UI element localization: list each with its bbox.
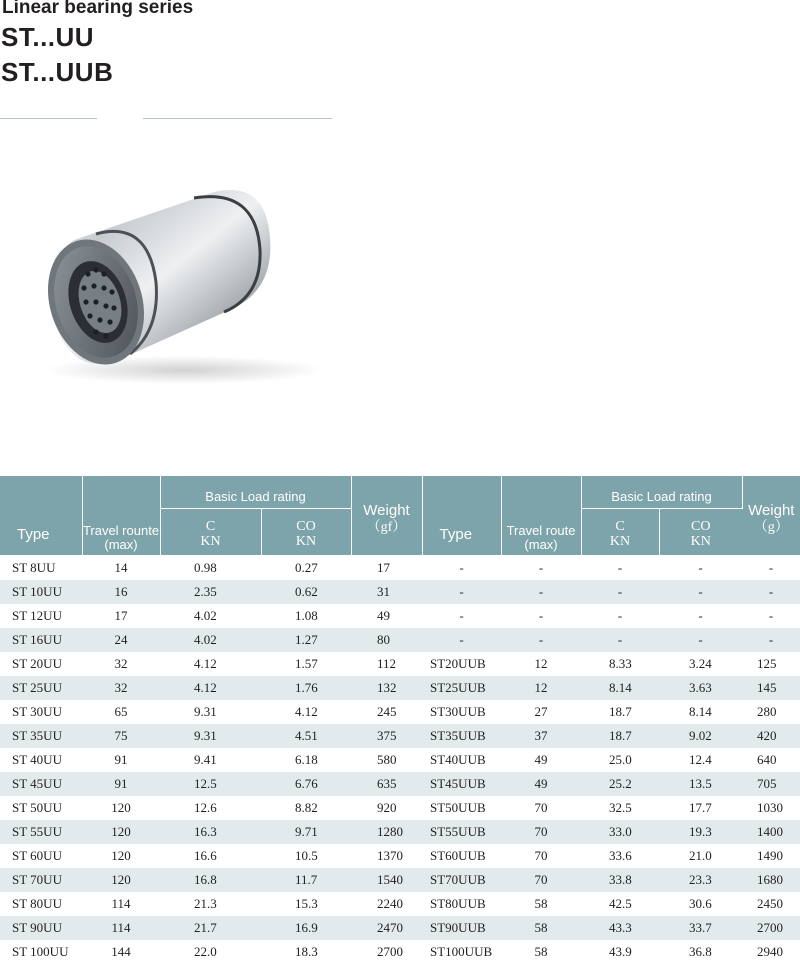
cell-type: ST 16UU bbox=[0, 628, 82, 652]
cell-weight-uub: 1400 bbox=[742, 820, 800, 844]
table-row bbox=[0, 580, 800, 604]
cell-weight: 245 bbox=[377, 703, 397, 719]
cell-type: ST 12UU bbox=[12, 607, 62, 623]
cell-travel: 120 bbox=[82, 868, 160, 892]
cell-co-uub: 12.4 bbox=[689, 751, 712, 767]
cell-c: 12.6 bbox=[194, 799, 217, 815]
cell-type: ST 55UU bbox=[0, 820, 82, 844]
cell-c-uub: 8.33 bbox=[609, 655, 632, 671]
cell-travel-uub: 70 bbox=[501, 820, 581, 844]
cell-weight: 375 bbox=[351, 724, 422, 748]
divider-left bbox=[0, 118, 97, 119]
cell-weight: 31 bbox=[351, 580, 422, 604]
cell-type: ST 100UU bbox=[12, 943, 69, 959]
linear-bearing-image bbox=[34, 178, 334, 388]
table-row bbox=[0, 604, 800, 628]
table-row bbox=[0, 652, 800, 676]
cell-c-uub: - bbox=[581, 628, 659, 652]
cell-c-uub: 33.0 bbox=[581, 820, 659, 844]
cell-co: 1.08 bbox=[295, 607, 318, 623]
cell-type-uub: ST100UUB bbox=[430, 943, 493, 959]
cell-co-uub: 9.02 bbox=[659, 724, 742, 748]
cell-co: 6.18 bbox=[295, 751, 318, 767]
cell-co-uub: 36.8 bbox=[689, 943, 712, 959]
cell-travel-uub: 70 bbox=[534, 847, 548, 863]
table-row bbox=[0, 820, 800, 844]
cell-travel-uub: - bbox=[538, 607, 544, 623]
cell-type: ST 50UU bbox=[12, 799, 62, 815]
cell-type: ST 25UU bbox=[0, 676, 82, 700]
cell-type: ST 80UU bbox=[12, 895, 62, 911]
series-title: Linear bearing series bbox=[2, 0, 194, 18]
cell-c: 4.02 bbox=[194, 607, 217, 623]
cell-type-uub: ST45UUB bbox=[422, 772, 501, 796]
cell-travel-uub: 70 bbox=[534, 799, 548, 815]
cell-co: 4.12 bbox=[295, 703, 318, 719]
cell-c: 16.3 bbox=[160, 820, 261, 844]
cell-weight-uub: 2700 bbox=[742, 916, 800, 940]
cell-c-uub: - bbox=[617, 559, 623, 575]
model-title-uub: ST...UUB bbox=[1, 57, 114, 87]
cell-c: 4.12 bbox=[194, 655, 217, 671]
cell-weight-uub: - bbox=[768, 559, 774, 575]
cell-type-uub: ST50UUB bbox=[430, 799, 486, 815]
cell-type-uub: - bbox=[459, 607, 464, 623]
cell-travel: 16 bbox=[82, 580, 160, 604]
cell-co-uub: - bbox=[698, 607, 703, 623]
cell-co-uub: 17.7 bbox=[689, 799, 712, 815]
cell-co: 0.27 bbox=[295, 559, 318, 575]
cell-co: 16.9 bbox=[261, 916, 351, 940]
cell-weight: 80 bbox=[351, 628, 422, 652]
cell-weight-uub: 2450 bbox=[757, 895, 784, 911]
cell-type: ST 30UU bbox=[12, 703, 62, 719]
cell-c-uub: 33.8 bbox=[581, 868, 659, 892]
cell-co: 18.3 bbox=[295, 943, 318, 959]
cell-travel: 91 bbox=[82, 772, 160, 796]
model-title-uu: ST...UU bbox=[1, 22, 95, 52]
cell-type-uub: ST20UUB bbox=[430, 655, 486, 671]
cell-co: 8.82 bbox=[295, 799, 318, 815]
cell-travel: 91 bbox=[114, 751, 128, 767]
cell-travel-uub: 70 bbox=[501, 868, 581, 892]
cell-c: 16.8 bbox=[160, 868, 261, 892]
table-row bbox=[0, 700, 800, 724]
cell-weight: 2470 bbox=[351, 916, 422, 940]
cell-c: 12.5 bbox=[160, 772, 261, 796]
cell-type-uub: ST60UUB bbox=[430, 847, 486, 863]
cell-co-uub: 3.24 bbox=[689, 655, 712, 671]
cell-type: ST 40UU bbox=[12, 751, 62, 767]
cell-co-uub: 21.0 bbox=[689, 847, 712, 863]
cell-weight-uub: 1030 bbox=[757, 799, 784, 815]
cell-travel-uub: 37 bbox=[501, 724, 581, 748]
cell-co-uub: 33.7 bbox=[659, 916, 742, 940]
cell-type-uub: - bbox=[459, 559, 464, 575]
table-row bbox=[0, 796, 800, 820]
cell-weight-uub: - bbox=[768, 607, 774, 623]
cell-co: 10.5 bbox=[295, 847, 318, 863]
cell-type-uub: ST40UUB bbox=[430, 751, 486, 767]
cell-co: 1.27 bbox=[261, 628, 351, 652]
cell-c-uub: - bbox=[581, 580, 659, 604]
cell-type: ST 8UU bbox=[12, 559, 56, 575]
cell-co-uub: 23.3 bbox=[659, 868, 742, 892]
cell-travel: 114 bbox=[111, 895, 131, 911]
cell-type: ST 45UU bbox=[0, 772, 82, 796]
header-weight: Weight （gf） bbox=[351, 476, 422, 555]
cell-weight: 635 bbox=[351, 772, 422, 796]
cell-travel: 114 bbox=[82, 916, 160, 940]
table-row bbox=[0, 772, 800, 796]
header-c-kn-uub: C KN bbox=[581, 508, 659, 555]
header-type: Type bbox=[0, 476, 82, 555]
cell-travel-uub: 58 bbox=[534, 895, 548, 911]
cell-travel: 75 bbox=[82, 724, 160, 748]
cell-type-uub: ST55UUB bbox=[422, 820, 501, 844]
cell-co: 15.3 bbox=[295, 895, 318, 911]
header-co-kn-uub: CO KN bbox=[659, 508, 742, 555]
cell-c-uub: 18.7 bbox=[609, 703, 632, 719]
table-row bbox=[0, 868, 800, 892]
cell-co: 0.62 bbox=[261, 580, 351, 604]
cell-weight-uub: 125 bbox=[757, 655, 777, 671]
cell-travel-uub: - bbox=[501, 628, 581, 652]
cell-co-uub: - bbox=[659, 628, 742, 652]
cell-type: ST 90UU bbox=[0, 916, 82, 940]
cell-type-uub: ST30UUB bbox=[430, 703, 486, 719]
cell-c: 21.7 bbox=[160, 916, 261, 940]
cell-travel-uub: 49 bbox=[534, 751, 548, 767]
cell-weight-uub: 640 bbox=[757, 751, 777, 767]
header-weight-uub: Weight （g） bbox=[742, 476, 800, 555]
cell-weight-uub: - bbox=[742, 628, 800, 652]
header-basic-load-rating: Basic Load rating bbox=[160, 476, 351, 508]
cell-travel-uub: 58 bbox=[534, 943, 548, 959]
cell-weight-uub: 705 bbox=[742, 772, 800, 796]
cell-co-uub: 3.63 bbox=[659, 676, 742, 700]
cell-co-uub: 8.14 bbox=[689, 703, 712, 719]
cell-co-uub: 19.3 bbox=[659, 820, 742, 844]
cell-co-uub: 30.6 bbox=[689, 895, 712, 911]
cell-c: 9.31 bbox=[160, 724, 261, 748]
cell-c-uub: 25.2 bbox=[581, 772, 659, 796]
cell-weight: 2700 bbox=[377, 943, 404, 959]
cell-travel: 120 bbox=[111, 799, 131, 815]
cell-travel: 120 bbox=[82, 820, 160, 844]
table-row bbox=[0, 844, 800, 868]
cell-weight: 49 bbox=[377, 607, 391, 623]
cell-weight-uub: 1490 bbox=[757, 847, 784, 863]
cell-travel-uub: 49 bbox=[501, 772, 581, 796]
cell-type: ST 60UU bbox=[12, 847, 62, 863]
cell-c: 4.02 bbox=[160, 628, 261, 652]
cell-travel: 32 bbox=[82, 676, 160, 700]
cell-c-uub: 25.0 bbox=[609, 751, 632, 767]
divider-right bbox=[143, 118, 332, 119]
cell-co-uub: - bbox=[698, 559, 703, 575]
spec-table-container bbox=[0, 476, 800, 964]
cell-type-uub: ST80UUB bbox=[430, 895, 486, 911]
cell-c: 21.3 bbox=[194, 895, 217, 911]
cell-co: 4.51 bbox=[261, 724, 351, 748]
header-basic-load-rating-uub: Basic Load rating bbox=[581, 476, 742, 508]
cell-weight: 580 bbox=[377, 751, 397, 767]
cell-weight: 1540 bbox=[351, 868, 422, 892]
cell-type-uub: ST35UUB bbox=[422, 724, 501, 748]
spec-table-body bbox=[0, 555, 800, 964]
cell-weight-uub: 1680 bbox=[742, 868, 800, 892]
cell-c: 16.6 bbox=[194, 847, 217, 863]
cell-co: 1.76 bbox=[261, 676, 351, 700]
cell-travel: 14 bbox=[114, 559, 128, 575]
cell-weight: 2240 bbox=[377, 895, 404, 911]
cell-weight: 112 bbox=[377, 655, 397, 671]
table-row bbox=[0, 892, 800, 916]
cell-co: 11.7 bbox=[261, 868, 351, 892]
bearing-spec-table bbox=[0, 476, 800, 964]
cell-c-uub: 8.14 bbox=[581, 676, 659, 700]
cell-type: ST 70UU bbox=[0, 868, 82, 892]
cell-c-uub: 43.9 bbox=[609, 943, 632, 959]
cell-c: 4.12 bbox=[160, 676, 261, 700]
cell-weight-uub: 420 bbox=[742, 724, 800, 748]
cell-weight: 132 bbox=[351, 676, 422, 700]
table-row bbox=[0, 628, 800, 652]
cell-c: 9.31 bbox=[194, 703, 217, 719]
table-row bbox=[0, 555, 800, 580]
cell-c-uub: 18.7 bbox=[581, 724, 659, 748]
cell-type: ST 20UU bbox=[12, 655, 62, 671]
header-c-kn: C KN bbox=[160, 508, 261, 555]
cell-travel: 144 bbox=[111, 943, 131, 959]
cell-c: 0.98 bbox=[194, 559, 217, 575]
cell-type-uub: - bbox=[422, 628, 501, 652]
cell-type-uub: ST90UUB bbox=[422, 916, 501, 940]
cell-c: 22.0 bbox=[194, 943, 217, 959]
cell-weight: 920 bbox=[377, 799, 397, 815]
cell-weight: 1280 bbox=[351, 820, 422, 844]
cell-type-uub: - bbox=[422, 580, 501, 604]
table-row bbox=[0, 676, 800, 700]
cell-travel: 65 bbox=[114, 703, 128, 719]
cell-c-uub: 33.6 bbox=[609, 847, 632, 863]
cell-weight-uub: 280 bbox=[757, 703, 777, 719]
cell-co: 1.57 bbox=[295, 655, 318, 671]
cell-weight: 1370 bbox=[377, 847, 404, 863]
cell-c-uub: - bbox=[617, 607, 623, 623]
cell-travel: 32 bbox=[114, 655, 128, 671]
cell-co: 9.71 bbox=[261, 820, 351, 844]
header-travel-route-uub: Travel route (max) bbox=[501, 476, 581, 555]
cell-type-uub: ST70UUB bbox=[422, 868, 501, 892]
cell-type: ST 35UU bbox=[0, 724, 82, 748]
cell-travel: 120 bbox=[111, 847, 131, 863]
header-type-uub: Type bbox=[422, 476, 501, 555]
cell-travel-uub: - bbox=[501, 580, 581, 604]
cell-weight-uub: 145 bbox=[742, 676, 800, 700]
cell-c-uub: 43.3 bbox=[581, 916, 659, 940]
cell-c: 9.41 bbox=[194, 751, 217, 767]
header-travel-route: Travel rounte (max) bbox=[82, 476, 160, 555]
cell-travel: 24 bbox=[82, 628, 160, 652]
cell-c-uub: 42.5 bbox=[609, 895, 632, 911]
table-row bbox=[0, 940, 800, 964]
cell-travel-uub: 58 bbox=[501, 916, 581, 940]
cell-weight-uub: 2940 bbox=[757, 943, 784, 959]
cell-type-uub: ST25UUB bbox=[422, 676, 501, 700]
cell-weight-uub: - bbox=[742, 580, 800, 604]
table-row bbox=[0, 724, 800, 748]
table-row bbox=[0, 916, 800, 940]
header-co-kn: CO KN bbox=[261, 508, 351, 555]
table-row bbox=[0, 748, 800, 772]
cell-travel: 17 bbox=[114, 607, 128, 623]
cell-co: 6.76 bbox=[261, 772, 351, 796]
cell-travel-uub: - bbox=[538, 559, 544, 575]
cell-c: 2.35 bbox=[160, 580, 261, 604]
cell-weight: 17 bbox=[377, 559, 391, 575]
cell-travel-uub: 12 bbox=[534, 655, 548, 671]
cell-type: ST 10UU bbox=[0, 580, 82, 604]
cell-co-uub: 13.5 bbox=[659, 772, 742, 796]
cell-c-uub: 32.5 bbox=[609, 799, 632, 815]
cell-travel-uub: 27 bbox=[534, 703, 548, 719]
cell-travel-uub: 12 bbox=[501, 676, 581, 700]
cell-co-uub: - bbox=[659, 580, 742, 604]
